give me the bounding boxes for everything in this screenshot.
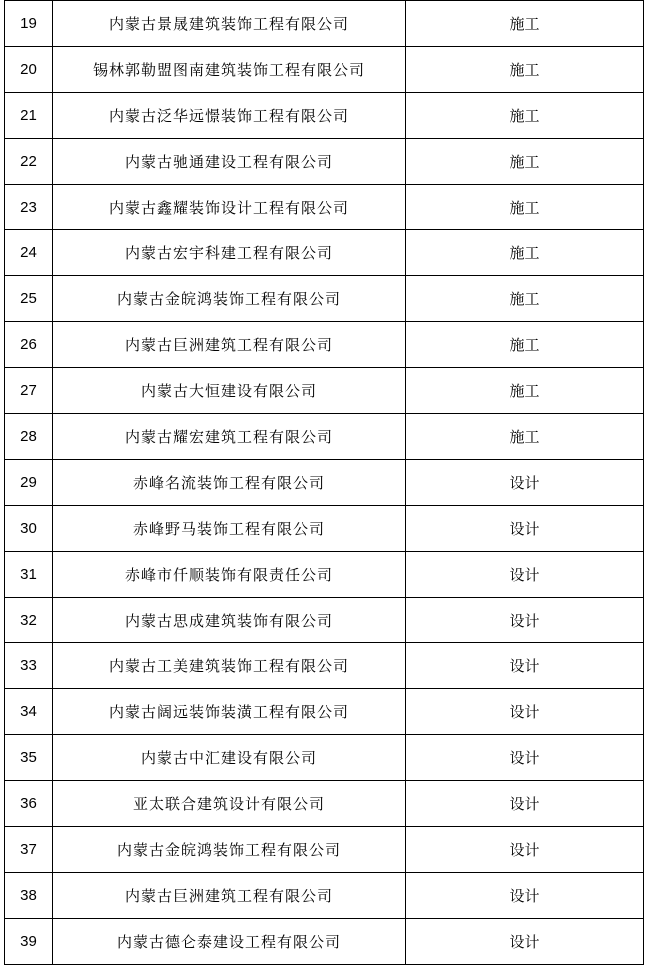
qualification-type: 设计 <box>406 918 644 964</box>
row-number: 39 <box>5 918 53 964</box>
table-row <box>5 781 644 827</box>
qualification-type: 设计 <box>406 551 644 597</box>
row-number: 30 <box>5 505 53 551</box>
company-name: 内蒙古金皖鸿装饰工程有限公司 <box>53 276 406 322</box>
qualification-type: 设计 <box>406 597 644 643</box>
qualification-type: 施工 <box>406 1 644 47</box>
qualification-type: 设计 <box>406 781 644 827</box>
row-number: 33 <box>5 643 53 689</box>
qualification-type: 设计 <box>406 735 644 781</box>
company-name: 内蒙古驰通建设工程有限公司 <box>53 138 406 184</box>
company-table-container <box>4 0 643 965</box>
row-number: 37 <box>5 827 53 873</box>
row-number: 35 <box>5 735 53 781</box>
qualification-type: 施工 <box>406 184 644 230</box>
row-number: 29 <box>5 459 53 505</box>
company-name: 锡林郭勒盟图南建筑装饰工程有限公司 <box>53 46 406 92</box>
company-name: 内蒙古鑫耀装饰设计工程有限公司 <box>53 184 406 230</box>
qualification-type: 设计 <box>406 827 644 873</box>
table-row <box>5 643 644 689</box>
row-number: 24 <box>5 230 53 276</box>
company-name: 内蒙古泛华远憬装饰工程有限公司 <box>53 92 406 138</box>
table-row <box>5 184 644 230</box>
company-name: 内蒙古阔远装饰装潢工程有限公司 <box>53 689 406 735</box>
qualification-type: 设计 <box>406 459 644 505</box>
table-row <box>5 827 644 873</box>
qualification-type: 设计 <box>406 872 644 918</box>
table-row <box>5 92 644 138</box>
row-number: 19 <box>5 1 53 47</box>
table-row <box>5 414 644 460</box>
table-row <box>5 597 644 643</box>
table-row <box>5 551 644 597</box>
table-row <box>5 918 644 964</box>
company-name: 内蒙古大恒建设有限公司 <box>53 368 406 414</box>
row-number: 38 <box>5 872 53 918</box>
company-name: 内蒙古耀宏建筑工程有限公司 <box>53 414 406 460</box>
qualification-type: 设计 <box>406 643 644 689</box>
table-row <box>5 138 644 184</box>
row-number: 36 <box>5 781 53 827</box>
table-row <box>5 872 644 918</box>
qualification-type: 施工 <box>406 414 644 460</box>
company-name: 内蒙古景晟建筑装饰工程有限公司 <box>53 1 406 47</box>
qualification-type: 施工 <box>406 230 644 276</box>
company-name: 赤峰名流装饰工程有限公司 <box>53 459 406 505</box>
company-table <box>4 0 644 965</box>
company-name: 内蒙古宏宇科建工程有限公司 <box>53 230 406 276</box>
qualification-type: 施工 <box>406 276 644 322</box>
table-row <box>5 276 644 322</box>
company-name: 内蒙古工美建筑装饰工程有限公司 <box>53 643 406 689</box>
table-row <box>5 505 644 551</box>
table-row <box>5 322 644 368</box>
row-number: 25 <box>5 276 53 322</box>
company-name: 内蒙古巨洲建筑工程有限公司 <box>53 872 406 918</box>
row-number: 31 <box>5 551 53 597</box>
row-number: 27 <box>5 368 53 414</box>
table-row <box>5 46 644 92</box>
company-name: 内蒙古金皖鸿装饰工程有限公司 <box>53 827 406 873</box>
company-table-body <box>5 1 644 965</box>
qualification-type: 设计 <box>406 689 644 735</box>
company-name: 赤峰市仟顺装饰有限责任公司 <box>53 551 406 597</box>
row-number: 28 <box>5 414 53 460</box>
table-row <box>5 230 644 276</box>
qualification-type: 施工 <box>406 138 644 184</box>
company-name: 亚太联合建筑设计有限公司 <box>53 781 406 827</box>
row-number: 34 <box>5 689 53 735</box>
qualification-type: 施工 <box>406 322 644 368</box>
row-number: 20 <box>5 46 53 92</box>
company-name: 内蒙古德仑泰建设工程有限公司 <box>53 918 406 964</box>
qualification-type: 施工 <box>406 92 644 138</box>
row-number: 22 <box>5 138 53 184</box>
company-name: 内蒙古思成建筑装饰有限公司 <box>53 597 406 643</box>
row-number: 23 <box>5 184 53 230</box>
row-number: 26 <box>5 322 53 368</box>
table-row <box>5 735 644 781</box>
company-name: 内蒙古中汇建设有限公司 <box>53 735 406 781</box>
row-number: 21 <box>5 92 53 138</box>
qualification-type: 施工 <box>406 368 644 414</box>
company-name: 内蒙古巨洲建筑工程有限公司 <box>53 322 406 368</box>
qualification-type: 施工 <box>406 46 644 92</box>
table-row <box>5 459 644 505</box>
table-row <box>5 689 644 735</box>
table-row <box>5 368 644 414</box>
table-row <box>5 1 644 47</box>
company-name: 赤峰野马装饰工程有限公司 <box>53 505 406 551</box>
row-number: 32 <box>5 597 53 643</box>
qualification-type: 设计 <box>406 505 644 551</box>
